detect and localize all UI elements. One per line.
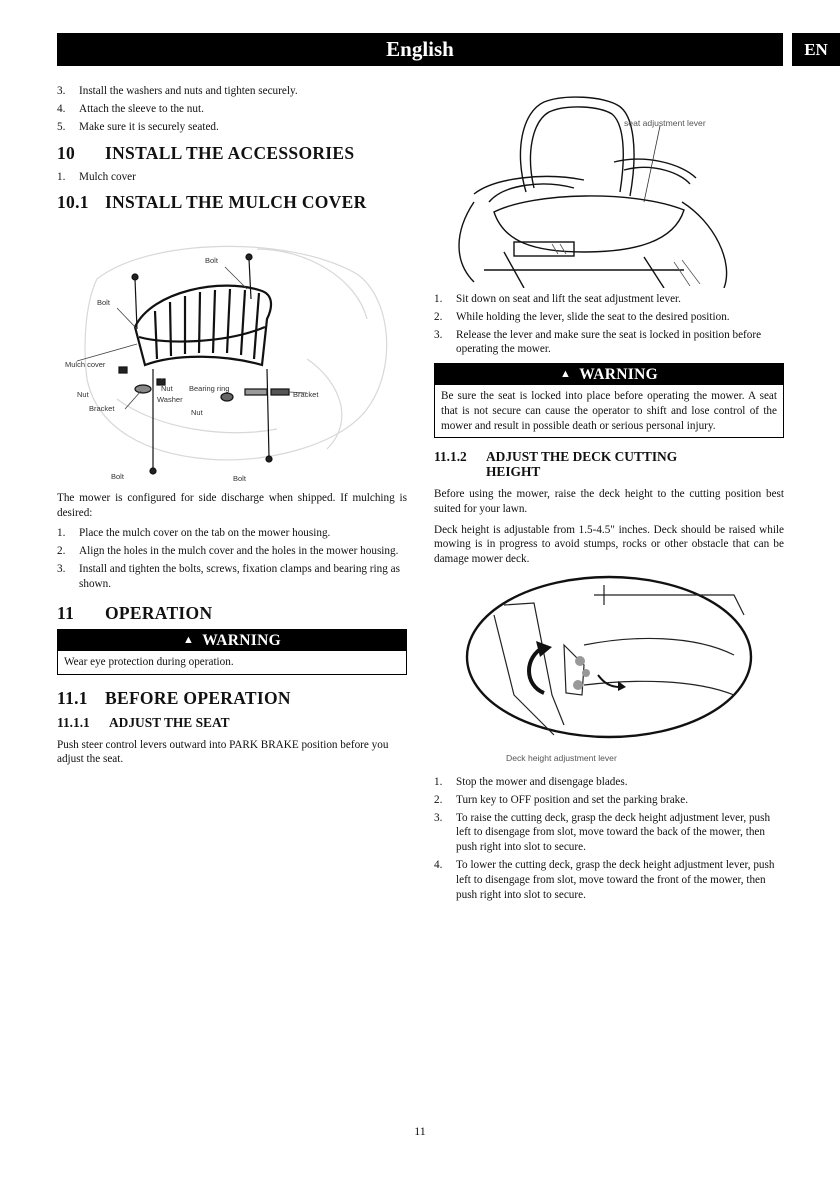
label-bracket-2: Bracket bbox=[89, 403, 115, 413]
seat-instruction-text: Push steer control levers outward into PARK BRAKE position before you adjust the seat. bbox=[57, 738, 389, 766]
list-item: 4. Attach the sleeve to the nut. bbox=[57, 102, 204, 115]
seat-steps-list bbox=[434, 292, 784, 357]
list-item: 5. Make sure it is securely seated. bbox=[57, 120, 219, 133]
warning-body: Wear eye protection during operation. bbox=[64, 656, 234, 669]
right-column bbox=[434, 92, 784, 905]
list-item: 4. To lower the cutting deck, grasp the deck height adjustment lever, push left to disengage from slot, move toward the front of the mower, then push right into slot to secure. bbox=[434, 858, 775, 901]
accessories-list bbox=[57, 170, 407, 185]
label-bearing-ring: Bearing ring bbox=[189, 383, 230, 393]
seat-diagram bbox=[434, 92, 784, 288]
deck-height-paragraph-2: Deck height is adjustable from 1.5-4.5" inches. Deck should be raised while mowing is in progress to avoid stumps, rocks or other obstacle that can be damage mower deck. bbox=[434, 523, 784, 566]
warning-body: Be sure the seat is locked into place before operating the mower. A seat that is not secure can cause the operator to shift and lose control of the mower and result in possible death or serious personal injury. bbox=[441, 389, 777, 432]
label-mulch-cover: Mulch cover bbox=[65, 359, 106, 369]
language-header-bar bbox=[57, 33, 783, 66]
mulch-cover-diagram bbox=[57, 219, 407, 487]
label-bolt-3: Bolt bbox=[111, 471, 124, 481]
warning-header: ▲ WARNING bbox=[58, 630, 406, 651]
label-washer: Washer bbox=[157, 394, 183, 404]
deck-lever-diagram bbox=[434, 575, 784, 769]
seat-adjustment-illustration bbox=[434, 92, 784, 288]
mulch-steps-list bbox=[57, 526, 407, 591]
label-bolt-4: Bolt bbox=[233, 473, 246, 483]
section-heading-11-1-2: 11.1.2 ADJUST THE DECK CUTTING HEIGHT bbox=[434, 449, 678, 480]
seat-adjustment-lever-label: seat adjustment lever bbox=[624, 118, 706, 128]
list-item: 3. Install and tighten the bolts, screws, fixation clamps and bearing ring as shown. bbox=[57, 562, 400, 590]
warning-header: ▲ WARNING bbox=[435, 364, 783, 385]
section-heading-10: 10 INSTALL THE ACCESSORIES bbox=[57, 143, 355, 164]
list-item: 1. Stop the mower and disengage blades. bbox=[434, 775, 628, 788]
section-heading-10-1: 10.1 INSTALL THE MULCH COVER bbox=[57, 191, 367, 212]
label-bolt-1: Bolt bbox=[97, 297, 110, 307]
warning-triangle-icon: ▲ bbox=[560, 368, 572, 381]
list-item: 3. To raise the cutting deck, grasp the deck height adjustment lever, push left to disengage from slot, move toward the back of the mower, then push right into slot to secure. bbox=[434, 811, 771, 854]
deck-height-lever-illustration bbox=[434, 575, 784, 769]
list-item: 1. Sit down on seat and lift the seat adjustment lever. bbox=[434, 293, 681, 305]
warning-triangle-icon: ▲ bbox=[183, 634, 195, 647]
steps-top-list bbox=[57, 84, 407, 134]
warning-box-seat-lock bbox=[434, 363, 784, 438]
mulch-cover-exploded-view bbox=[57, 219, 407, 487]
language-title: English bbox=[386, 37, 454, 61]
list-item: 3. Release the lever and make sure the seat is locked in position before operating the mower. bbox=[434, 328, 762, 356]
deck-steps-list bbox=[434, 775, 784, 902]
warning-box-eye-protection bbox=[57, 629, 407, 675]
list-item: 3. Install the washers and nuts and tighten securely. bbox=[57, 85, 298, 97]
section-heading-11: 11 OPERATION bbox=[57, 602, 213, 623]
list-item: 2. Align the holes in the mulch cover and the holes in the mower housing. bbox=[57, 545, 399, 558]
language-code: EN bbox=[804, 39, 828, 59]
list-item: 1. Place the mulch cover on the tab on the mower housing. bbox=[57, 527, 331, 540]
left-column bbox=[57, 84, 407, 773]
list-item: 2. While holding the lever, slide the seat to the desired position. bbox=[434, 310, 730, 323]
page-number: 11 bbox=[414, 1124, 426, 1138]
section-heading-11-1: 11.1 BEFORE OPERATION bbox=[57, 687, 291, 708]
language-tab bbox=[792, 33, 840, 66]
deck-height-paragraph-1: Before using the mower, raise the deck height to the cutting position best suited for your lawn. bbox=[434, 487, 784, 515]
section-heading-11-1-1: 11.1.1 ADJUST THE SEAT bbox=[57, 714, 230, 730]
label-bolt-2: Bolt bbox=[205, 255, 218, 265]
label-nut-3: Nut bbox=[191, 407, 203, 417]
label-nut-1: Nut bbox=[161, 383, 173, 393]
mulch-intro-text: The mower is configured for side discharge when shipped. If mulching is desired: bbox=[57, 491, 407, 519]
list-item: 2. Turn key to OFF position and set the parking brake. bbox=[434, 793, 689, 806]
label-bracket-1: Bracket bbox=[293, 389, 319, 399]
deck-height-lever-label: Deck height adjustment lever bbox=[506, 752, 617, 763]
label-nut-2: Nut bbox=[77, 389, 89, 399]
list-item: 1. Mulch cover bbox=[57, 171, 136, 184]
